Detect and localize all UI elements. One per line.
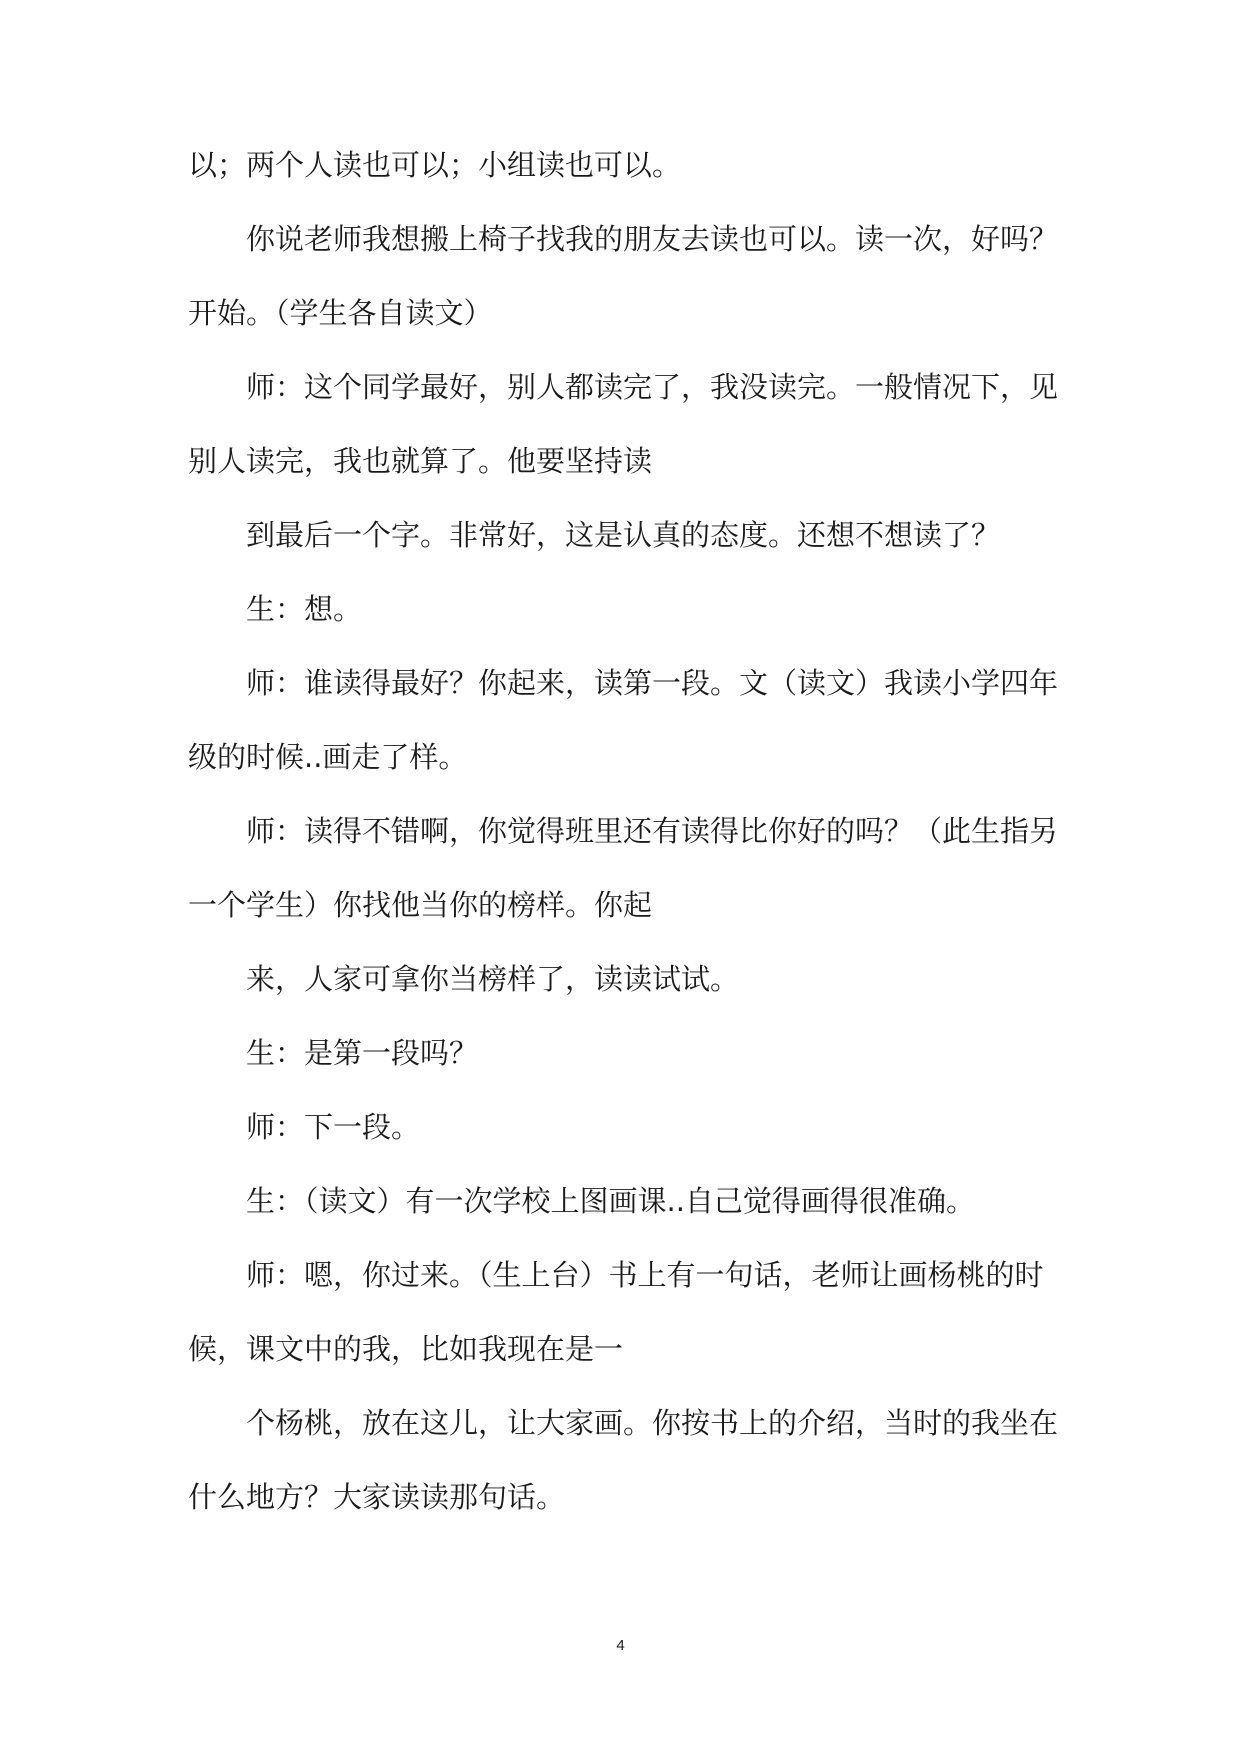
text-line: 师：下一段。 xyxy=(246,1110,421,1144)
page-number: 4 xyxy=(616,1637,625,1654)
text-line: 师：读得不错啊，你觉得班里还有读得比你好的吗？（此生指另 xyxy=(246,814,1058,848)
text-line: 来，人家可拿你当榜样了，读读试试。 xyxy=(246,962,740,996)
text-line: 生：是第一段吗？ xyxy=(246,1036,479,1070)
text-line: 师：嗯，你过来。（生上台）书上有一句话，老师让画杨桃的时 xyxy=(246,1258,1044,1292)
text-line: 生：（读文）有一次学校上图画课..自己觉得画得很准确。 xyxy=(246,1184,975,1218)
text-line: 生：想。 xyxy=(246,592,363,626)
text-line: 以；两个人读也可以；小组读也可以。 xyxy=(188,148,682,182)
text-line: 师：这个同学最好，别人都读完了，我没读完。一般情况下，见 xyxy=(246,370,1058,404)
text-line: 开始。（学生各自读文） xyxy=(188,296,493,330)
text-line: 级的时候..画走了样。 xyxy=(188,740,468,774)
text-line: 你说老师我想搬上椅子找我的朋友去读也可以。读一次，好吗？ xyxy=(246,222,1058,256)
text-line: 别人读完，我也就算了。他要坚持读 xyxy=(188,444,653,478)
text-line: 一个学生）你找他当你的榜样。你起 xyxy=(188,888,653,922)
text-line: 到最后一个字。非常好，这是认真的态度。还想不想读了？ xyxy=(246,518,1001,552)
text-line: 什么地方？大家读读那句话。 xyxy=(188,1480,566,1514)
document-body xyxy=(188,146,1058,1552)
text-line: 师：谁读得最好？你起来，读第一段。文（读文）我读小学四年 xyxy=(246,666,1058,700)
text-line: 个杨桃，放在这儿，让大家画。你按书上的介绍，当时的我坐在 xyxy=(246,1406,1058,1440)
text-line: 候，课文中的我，比如我现在是一 xyxy=(188,1332,624,1366)
